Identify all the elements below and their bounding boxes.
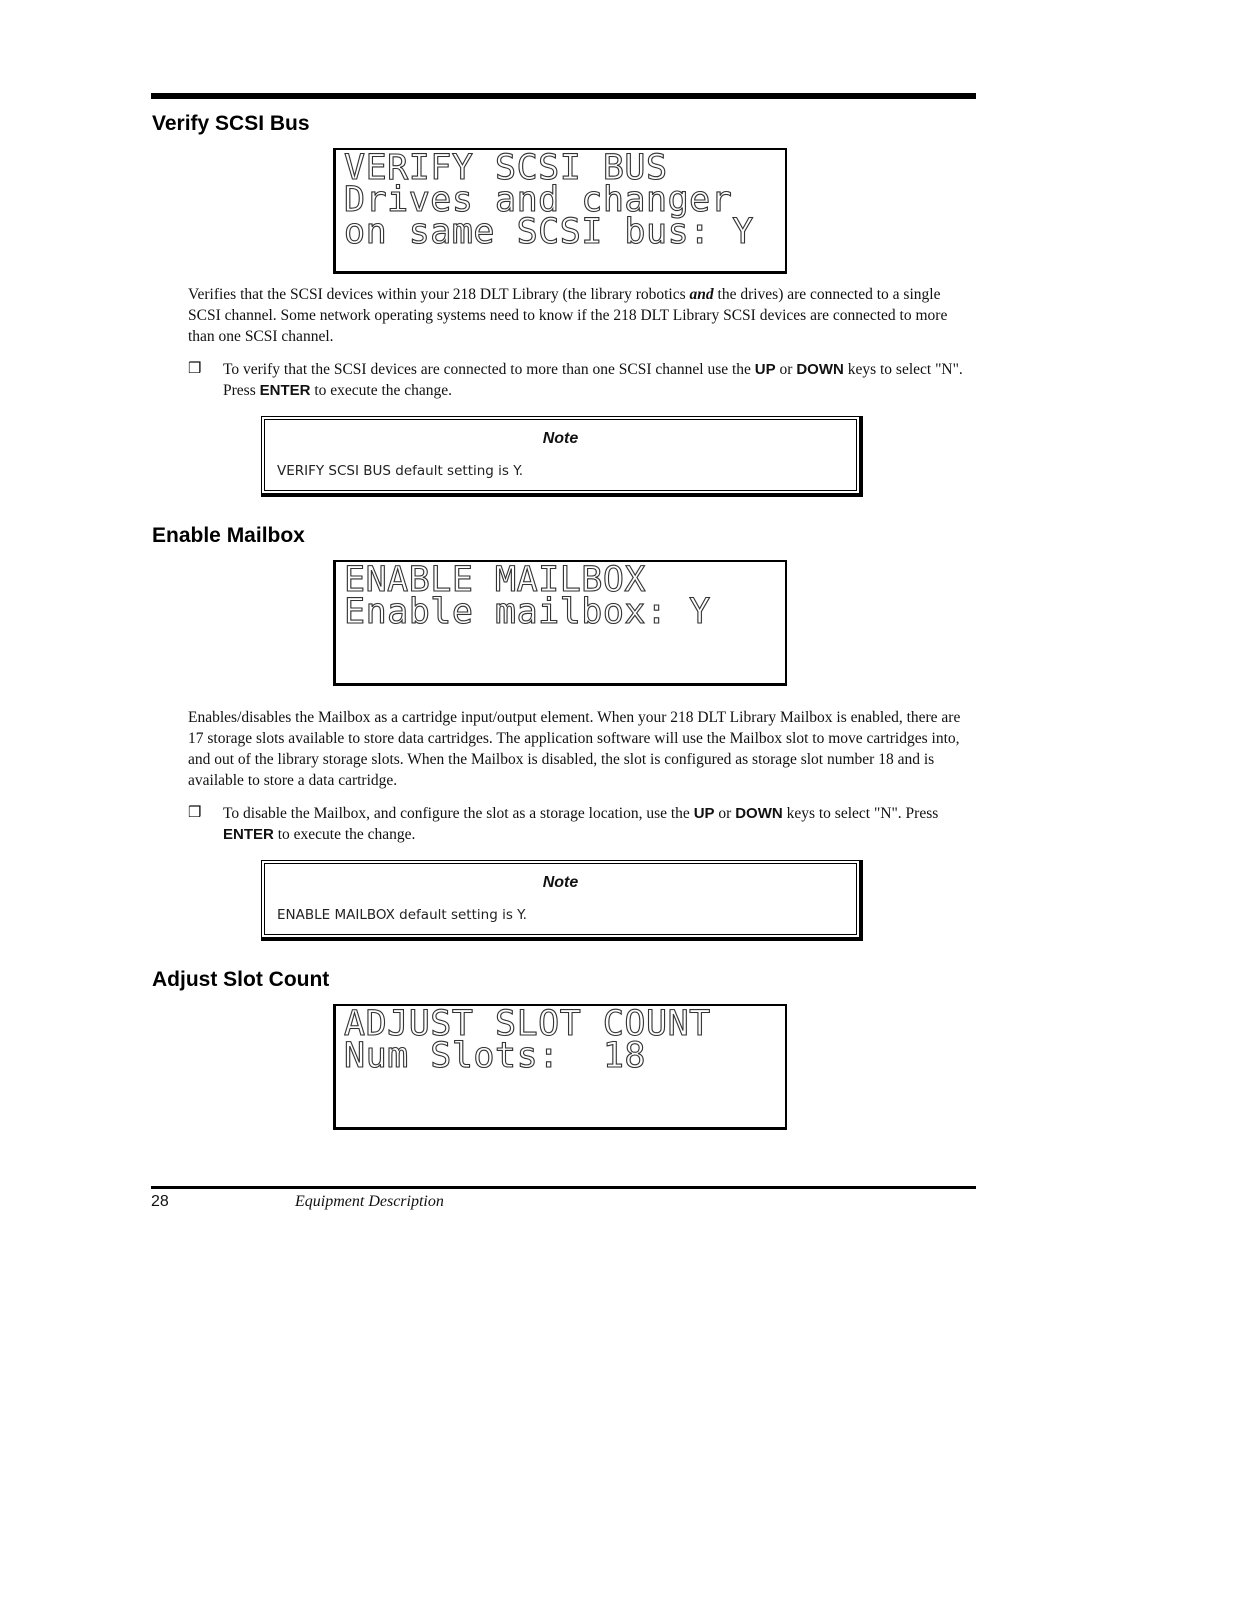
paragraph-enable-mailbox: Enables/disables the Mailbox as a cartridge input/output element. When your 218 DLT Library Mailbox is enabled, there are 17 storage slots available to store data cartridges. The application software will use the Mailbox slot to move cartridges into, and out of the library storage slots. When the Mailbox is disabled, the slot is configured as storage slot number 18 and is available to store a data cartridge. (188, 709, 961, 789)
lcd-line-2: Enable mailbox: Y (344, 592, 711, 632)
lcd-display-verify-scsi-bus (333, 148, 787, 274)
note-body: ENABLE MAILBOX default setting is Y. (277, 907, 527, 923)
key-up: UP (693, 805, 715, 822)
lcd-line-1: ENABLE MAILBOX (344, 560, 647, 600)
key-down: DOWN (796, 361, 844, 378)
key-up: UP (754, 361, 776, 378)
lcd-display-enable-mailbox (333, 560, 787, 686)
lcd-line-1: ADJUST SLOT COUNT (344, 1004, 711, 1044)
footer-chapter-title: Equipment Description (295, 1193, 444, 1210)
bottom-rule (151, 1186, 976, 1189)
emphasis-and: and (689, 286, 714, 303)
key-enter: ENTER (259, 382, 311, 399)
bullet-enable-mailbox-instruction: ❒ To disable the Mailbox, and configure the slot as a storage location, use the UP or DOWN keys to select "N". Press ENTER to execute the change. (188, 805, 939, 843)
lcd-line-3: on same SCSI bus: Y (344, 212, 754, 252)
heading-verify-scsi-bus: Verify SCSI Bus (152, 112, 310, 135)
heading-enable-mailbox: Enable Mailbox (152, 524, 305, 547)
checkbox-bullet-icon: ❒ (188, 805, 202, 821)
note-body: VERIFY SCSI BUS default setting is Y. (277, 463, 524, 479)
heading-adjust-slot-count: Adjust Slot Count (152, 968, 330, 991)
note-box-verify-scsi-bus (261, 416, 863, 497)
bullet-verify-scsi-instruction: ❒ To verify that the SCSI devices are connected to more than one SCSI channel use the UP or DOWN keys to select "N". Press ENTER to execute the change. (188, 361, 963, 399)
lcd-line-2: Drives and changer (344, 180, 733, 220)
note-box-enable-mailbox (261, 860, 863, 941)
note-title: Note (542, 874, 579, 891)
lcd-display-adjust-slot-count (333, 1004, 787, 1130)
note-title: Note (542, 430, 579, 447)
top-rule (151, 93, 976, 99)
key-down: DOWN (735, 805, 783, 822)
key-enter: ENTER (223, 826, 274, 843)
paragraph-verify-scsi-bus: Verifies that the SCSI devices within your 218 DLT Library (the library robotics and the drives) are connected to a single SCSI channel. Some network operating systems need to know if the 218 DLT Library SCSI devices are connected to more than one SCSI channel. (188, 286, 948, 345)
lcd-line-2: Num Slots: 18 (344, 1036, 647, 1076)
checkbox-bullet-icon: ❒ (188, 361, 202, 377)
page-number: 28 (151, 1193, 169, 1210)
lcd-line-1: VERIFY SCSI BUS (344, 148, 668, 188)
